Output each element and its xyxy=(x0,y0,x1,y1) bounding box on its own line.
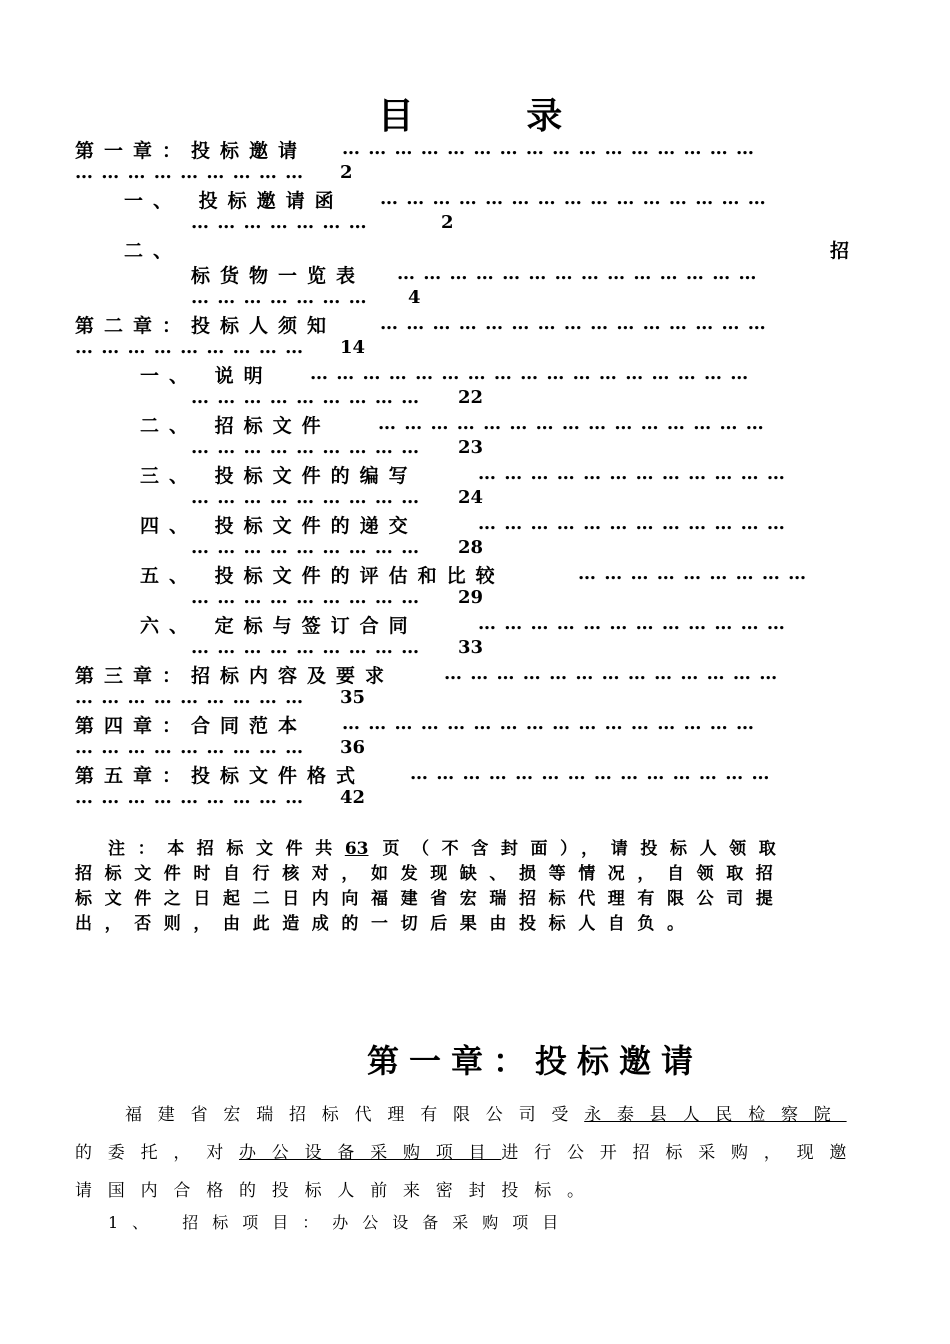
para-text: 福建省宏瑞招标代理有限公司受 xyxy=(125,1105,585,1125)
chapter1-para-line1 xyxy=(125,1100,847,1125)
client-name: 永泰县人民检察院 xyxy=(584,1105,847,1125)
note-line1-post: 页（不含封面），请投标人领取 xyxy=(382,839,789,859)
item-number: 1、 xyxy=(108,1213,163,1232)
toc-leader: … … … … … … … … … xyxy=(191,537,421,558)
toc-chapter4-label: 第四章：合同范本 xyxy=(75,715,308,737)
toc-leader: … … … … … … … … … xyxy=(578,563,808,584)
toc-page-number: 2 xyxy=(441,212,454,233)
toc-leader: … … … … … … … … … … … … xyxy=(478,613,786,634)
toc-chapter2-label: 第二章：投标人须知 xyxy=(75,315,337,337)
toc-chapter5-label: 第五章：投标文件格式 xyxy=(75,765,366,787)
toc-page-number: 35 xyxy=(340,687,366,708)
toc-page-number: 42 xyxy=(340,787,366,808)
note-line2: 招标文件时自行核对，如发现缺、损等情况，自领取招 xyxy=(75,864,786,884)
note-line3: 标文件之日起二日内向福建省宏瑞招标代理有限公司提 xyxy=(75,889,786,909)
toc-leader: … … … … … … … … … xyxy=(191,587,421,608)
toc-page-number: 28 xyxy=(458,537,484,558)
chapter1-para-line3: 请国内合格的投标人前来密封投标。 xyxy=(75,1181,600,1201)
para-text: 的委托，对 xyxy=(75,1143,239,1163)
toc-item-label: 标货物一览表 xyxy=(191,265,366,287)
note-line4: 出，否则，由此造成的一切后果由投标人自负。 xyxy=(75,914,697,934)
toc-item-label-head: 招 xyxy=(830,240,860,262)
toc-item-label: 一、 说明 xyxy=(140,365,273,387)
toc-item-label: 三、 投标文件的编写 xyxy=(140,465,418,487)
toc-leader: … … … … … … … xyxy=(191,212,368,233)
chapter1-heading: 第一章：投标邀请 xyxy=(366,1042,703,1080)
toc-leader: … … … … … … … … … xyxy=(75,687,305,708)
toc-chapter1-label: 第一章：投标邀请 xyxy=(75,140,308,162)
toc-item-label: 四、 投标文件的递交 xyxy=(140,515,418,537)
toc-page-number: 36 xyxy=(340,737,366,758)
toc-leader: … … … … … … … … … … … … … … … xyxy=(378,413,765,434)
toc-leader: … … … … … … … … … xyxy=(191,437,421,458)
toc-leader: … … … … … … … … … … … … … … … xyxy=(380,313,767,334)
para-text: 进行公开招标采购，现邀 xyxy=(501,1143,863,1163)
toc-leader: … … … … … … … … … … … … … … xyxy=(410,763,771,784)
toc-page-number: 29 xyxy=(458,587,484,608)
toc-chapter3-label: 第三章：招标内容及要求 xyxy=(75,665,395,687)
project-name: 办公设备采购项目 xyxy=(239,1143,502,1163)
item-text: 招标项目：办公设备采购项目 xyxy=(182,1213,573,1232)
toc-leader: … … … … … … … … … xyxy=(75,787,305,808)
toc-page-number: 33 xyxy=(458,637,484,658)
toc-leader: … … … … … … … … … xyxy=(191,387,421,408)
toc-page-number: 23 xyxy=(458,437,484,458)
toc-leader: … … … … … … … … … xyxy=(75,337,305,358)
note-line1-pre: 注：本招标文件共 xyxy=(108,839,345,859)
toc-leader: … … … … … … … … … … … … … … xyxy=(397,263,758,284)
toc-leader: … … … … … … … … … xyxy=(191,637,421,658)
toc-leader: … … … … … … … … … … … … … … … xyxy=(380,188,767,209)
toc-leader: … … … … … … … … … … … … … … … … xyxy=(342,138,755,159)
toc-page-number: 14 xyxy=(340,337,366,358)
toc-leader: … … … … … … … … … xyxy=(191,487,421,508)
toc-leader: … … … … … … … … … … … … … … … … … xyxy=(310,363,750,384)
toc-page-number: 24 xyxy=(458,487,484,508)
toc-title: 目 录 xyxy=(377,95,613,137)
toc-leader: … … … … … … … … … xyxy=(75,162,305,183)
toc-leader: … … … … … … … … … … … … xyxy=(478,463,786,484)
note-page-count: 63 xyxy=(344,839,369,859)
chapter1-item1 xyxy=(108,1210,572,1233)
toc-leader: … … … … … … … … … … … … … … … … xyxy=(342,713,755,734)
toc-leader: … … … … … … … … … xyxy=(75,737,305,758)
note-line1 xyxy=(108,834,788,859)
toc-leader: … … … … … … … xyxy=(191,287,368,308)
toc-item-label: 五、 投标文件的评估和比较 xyxy=(140,565,505,587)
toc-item-label: 六、 定标与签订合同 xyxy=(140,615,418,637)
toc-item-label: 二、 招标文件 xyxy=(140,415,331,437)
toc-leader: … … … … … … … … … … … … … xyxy=(444,663,779,684)
toc-leader: … … … … … … … … … … … … xyxy=(478,513,786,534)
toc-item-prefix: 二、 xyxy=(124,240,183,262)
toc-page-number: 22 xyxy=(458,387,484,408)
toc-item-label: 一、 投标邀请函 xyxy=(124,190,344,212)
toc-page-number: 4 xyxy=(408,287,421,308)
toc-page-number: 2 xyxy=(340,162,353,183)
chapter1-para-line2 xyxy=(75,1138,862,1163)
